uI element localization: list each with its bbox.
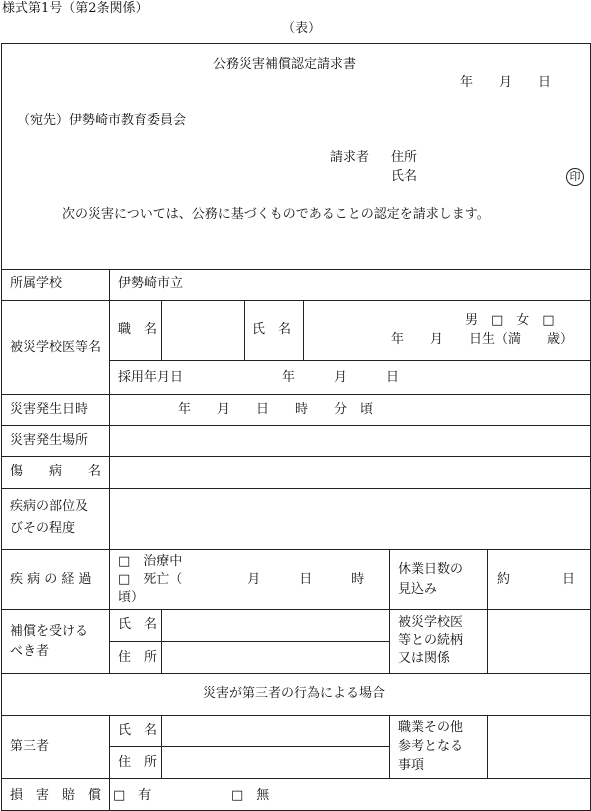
requester-label: 請求者 bbox=[330, 150, 370, 165]
rule bbox=[109, 269, 110, 673]
course-option-death-tail: 頃） bbox=[118, 590, 145, 605]
third-party-name-label: 氏 名 bbox=[118, 723, 158, 738]
relation-label: 被災学校医 bbox=[398, 615, 464, 630]
rule bbox=[303, 300, 304, 360]
other-label-3: 事項 bbox=[398, 758, 425, 773]
beneficiary-label-2: べき者 bbox=[10, 644, 50, 659]
rule bbox=[1, 549, 591, 550]
requester-address-label: 住所 bbox=[391, 150, 418, 165]
other-label-2: 参考となる bbox=[398, 739, 464, 754]
damages-yes-checkbox[interactable]: □ 有 bbox=[113, 788, 152, 803]
rule bbox=[161, 300, 162, 360]
beneficiary-label: 補償を受ける bbox=[10, 624, 89, 639]
addressee: （宛先）伊勢崎市教育委員会 bbox=[17, 113, 187, 128]
rule bbox=[1, 673, 591, 674]
relation-label-3: 又は関係 bbox=[398, 651, 451, 666]
injury-detail-label-2: びその程度 bbox=[10, 521, 76, 536]
rule bbox=[161, 715, 162, 778]
other-label: 職業その他 bbox=[398, 720, 464, 735]
form-number: 様式第1号（第2条関係） bbox=[2, 1, 149, 16]
victim-name-label: 氏 名 bbox=[252, 322, 292, 337]
rule bbox=[1, 456, 591, 457]
rule bbox=[487, 715, 488, 778]
leave-value: 約 日 bbox=[497, 572, 576, 587]
rule bbox=[1, 425, 591, 426]
request-statement: 次の災害については、公務に基づくものであることの認定を請求します。 bbox=[62, 207, 490, 222]
rule bbox=[389, 549, 390, 673]
damages-no-checkbox[interactable]: □ 無 bbox=[231, 788, 270, 803]
injury-detail-label: 疾病の部位及 bbox=[10, 499, 89, 514]
rule bbox=[244, 300, 245, 360]
course-label: 疾 病 の 経 過 bbox=[10, 572, 92, 587]
rule bbox=[109, 360, 591, 361]
third-party-label: 第三者 bbox=[10, 739, 50, 754]
rule bbox=[1, 300, 591, 301]
rule bbox=[1, 715, 591, 716]
third-party-address-label: 住 所 bbox=[118, 755, 158, 770]
rule bbox=[1, 394, 591, 395]
rule bbox=[109, 641, 389, 642]
hire-date-label: 採用年月日 bbox=[118, 370, 184, 385]
birth-date-line: 年 月 日生（満 歳） bbox=[391, 332, 574, 347]
rule bbox=[1, 609, 591, 610]
requester-name-label: 氏名 bbox=[391, 169, 418, 184]
occurrence-label: 災害発生日時 bbox=[10, 402, 89, 417]
school-label: 所属学校 bbox=[10, 276, 63, 291]
seal-mark: 印 bbox=[566, 168, 584, 186]
injury-label: 傷 病 名 bbox=[10, 464, 102, 479]
hire-date-value: 年 月 日 bbox=[282, 370, 400, 385]
place-label: 災害発生場所 bbox=[10, 433, 89, 448]
rule bbox=[389, 715, 390, 778]
rule bbox=[1, 778, 591, 779]
occurrence-value: 年 月 日 時 分 頃 bbox=[178, 402, 374, 417]
leave-label-2: 見込み bbox=[398, 582, 438, 597]
rule bbox=[109, 746, 389, 747]
rule bbox=[161, 609, 162, 673]
side-label: （表） bbox=[282, 21, 322, 36]
gender-checkboxes: 男 □ 女 □ bbox=[465, 313, 555, 328]
third-party-heading: 災害が第三者の行為による場合 bbox=[203, 686, 386, 701]
course-option-treatment: □ 治療中 bbox=[118, 554, 183, 569]
rule bbox=[1, 269, 591, 270]
relation-label-2: 等との続柄 bbox=[398, 633, 464, 648]
beneficiary-address-label: 住 所 bbox=[118, 650, 158, 665]
damages-label: 損 害 賠 償 bbox=[10, 788, 102, 803]
form-title: 公務災害補償認定請求書 bbox=[213, 57, 357, 72]
leave-label: 休業日数の bbox=[398, 562, 464, 577]
request-date: 年 月 日 bbox=[460, 75, 552, 90]
beneficiary-name-label: 氏 名 bbox=[118, 617, 158, 632]
victim-label: 被災学校医等名 bbox=[10, 340, 102, 355]
rule bbox=[109, 715, 110, 811]
rule bbox=[1, 488, 591, 489]
course-option-death: □ 死亡（ 月 日 時 bbox=[118, 572, 365, 587]
position-label: 職 名 bbox=[118, 322, 158, 337]
rule bbox=[487, 549, 488, 673]
school-value: 伊勢崎市立 bbox=[118, 276, 184, 291]
